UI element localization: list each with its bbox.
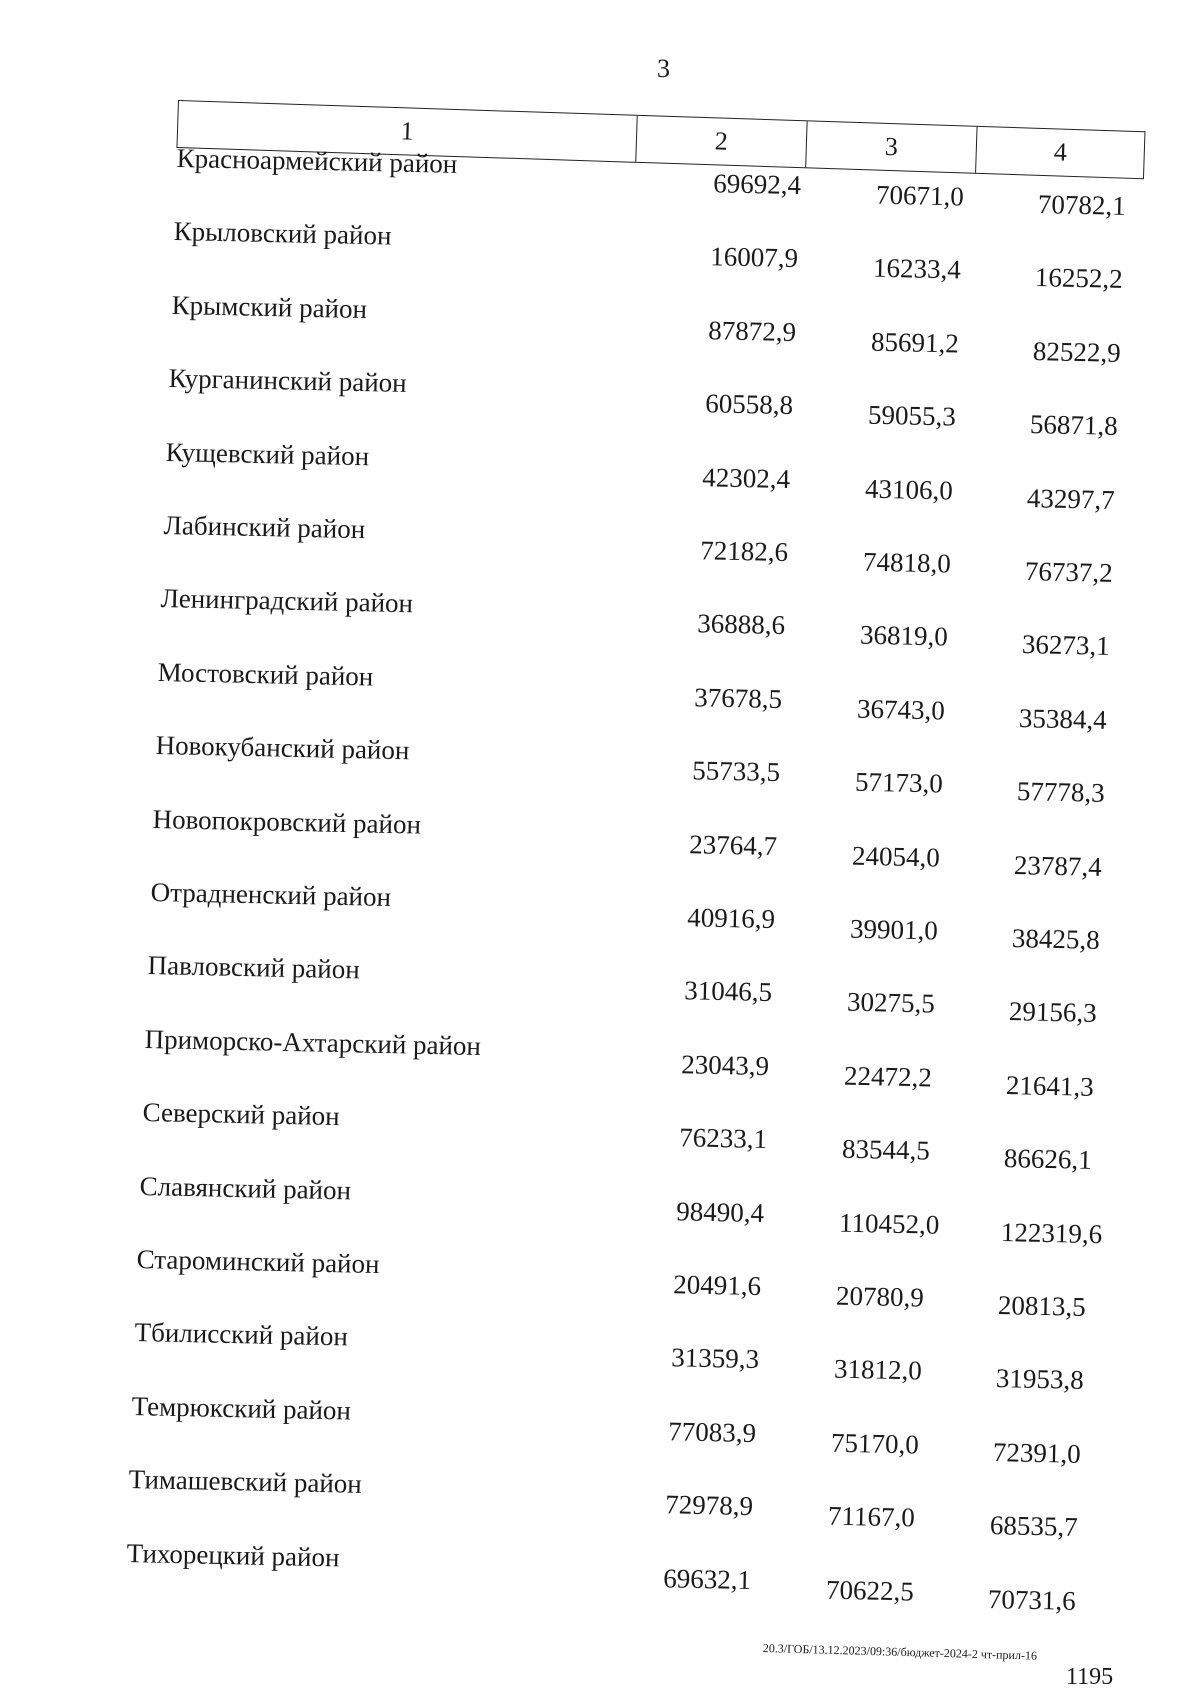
district-name: Мостовский район	[157, 656, 375, 692]
value-col-4: 43297,7	[1026, 482, 1116, 515]
document-code: 20.3/ГОБ/13.12.2023/09:36/бюджет-2024-2 чт-прил-16	[762, 1641, 1038, 1663]
header-col-1: 1	[177, 101, 637, 162]
district-name: Тбилисский район	[133, 1317, 348, 1352]
district-name: Тимашевский район	[128, 1464, 363, 1500]
value-col-4: 76737,2	[1024, 556, 1113, 588]
value-col-2: 98490,4	[675, 1195, 765, 1228]
value-col-2: 23764,7	[689, 828, 778, 861]
district-name: Курганинский район	[168, 363, 408, 399]
district-name: Лабинский район	[163, 510, 366, 545]
value-col-2: 20491,6	[673, 1269, 762, 1302]
value-col-3: 59055,3	[867, 399, 957, 432]
header-col-2: 2	[636, 116, 807, 167]
value-col-4: 36273,1	[1021, 629, 1111, 662]
value-col-4: 70782,1	[1037, 189, 1126, 221]
district-name: Крыловский район	[173, 216, 393, 251]
value-col-3: 85691,2	[870, 326, 959, 359]
value-col-3: 22472,2	[843, 1060, 933, 1093]
value-col-3: 43106,0	[865, 473, 954, 506]
value-col-4: 31953,8	[995, 1363, 1084, 1396]
value-col-2: 60558,8	[705, 388, 794, 421]
district-name: Ленинградский район	[160, 583, 414, 619]
value-col-4: 70731,6	[987, 1583, 1076, 1616]
value-col-4: 16252,2	[1034, 262, 1124, 295]
header-col-3: 3	[806, 121, 978, 172]
value-col-3: 39901,0	[849, 913, 938, 946]
value-col-2: 87872,9	[707, 315, 797, 347]
value-col-2: 37678,5	[694, 682, 783, 714]
value-col-2: 31359,3	[670, 1342, 759, 1375]
district-name: Новопокровский район	[152, 803, 422, 840]
district-name: Кущевский район	[165, 436, 370, 471]
value-col-3: 71167,0	[828, 1500, 916, 1533]
value-col-4: 122319,6	[1000, 1216, 1103, 1249]
district-name: Павловский район	[147, 950, 360, 985]
district-name: Староминский район	[136, 1244, 381, 1280]
value-col-4: 35384,4	[1019, 702, 1108, 735]
value-col-4: 23787,4	[1013, 849, 1103, 882]
sheet-number: 1195	[1066, 1664, 1114, 1690]
value-col-3: 75170,0	[830, 1427, 920, 1460]
value-col-2: 72182,6	[699, 535, 789, 568]
value-col-4: 68535,7	[989, 1510, 1079, 1543]
value-col-2: 72978,9	[665, 1489, 754, 1522]
value-col-2: 55733,5	[691, 755, 781, 788]
district-name: Северский район	[141, 1097, 340, 1132]
value-col-3: 24054,0	[851, 840, 941, 873]
value-col-4: 21641,3	[1005, 1069, 1095, 1102]
value-col-2: 40916,9	[686, 902, 775, 935]
value-col-2: 31046,5	[683, 975, 773, 1008]
value-col-4: 38425,8	[1011, 923, 1100, 955]
district-name: Славянский район	[139, 1170, 352, 1206]
district-name: Тихорецкий район	[126, 1537, 340, 1573]
value-col-2: 36888,6	[697, 608, 786, 641]
district-name: Приморско-Ахтарский район	[144, 1023, 482, 1061]
district-name: Крымский район	[171, 289, 368, 324]
value-col-3: 83544,5	[841, 1133, 930, 1166]
value-col-2: 77083,9	[667, 1416, 757, 1448]
value-col-3: 70671,0	[875, 179, 965, 212]
value-col-3: 70622,5	[825, 1574, 914, 1607]
value-col-3: 36743,0	[857, 693, 946, 726]
value-col-4: 72391,0	[992, 1436, 1081, 1469]
district-name: Отрадненский район	[149, 877, 391, 913]
value-col-3: 16233,4	[873, 253, 962, 285]
value-col-2: 69632,1	[662, 1562, 751, 1595]
value-col-2: 16007,9	[710, 241, 799, 274]
value-col-3: 20780,9	[836, 1280, 925, 1313]
value-col-2: 76233,1	[678, 1122, 767, 1155]
value-col-4: 20813,5	[997, 1290, 1087, 1322]
value-col-3: 30275,5	[846, 987, 935, 1019]
value-col-4: 56871,8	[1029, 409, 1119, 442]
district-name: Темрюкский район	[131, 1390, 352, 1426]
value-col-4: 29156,3	[1008, 996, 1097, 1029]
value-col-3: 31812,0	[833, 1354, 922, 1386]
value-col-3: 57173,0	[854, 766, 943, 799]
value-col-3: 110452,0	[838, 1207, 940, 1240]
district-name: Новокубанский район	[155, 730, 410, 766]
header-col-4: 4	[1053, 137, 1068, 167]
value-col-2: 42302,4	[702, 461, 791, 494]
value-col-2: 23043,9	[681, 1049, 770, 1081]
value-col-2: 69692,4	[712, 168, 802, 201]
page-number: 3	[657, 54, 670, 83]
value-col-4: 57778,3	[1016, 776, 1105, 809]
district-name: Красноармейский район	[176, 143, 458, 179]
value-col-3: 36819,0	[859, 620, 949, 652]
value-col-4: 82522,9	[1032, 335, 1121, 368]
value-col-4: 86626,1	[1003, 1143, 1092, 1176]
value-col-3: 74818,0	[862, 546, 951, 579]
